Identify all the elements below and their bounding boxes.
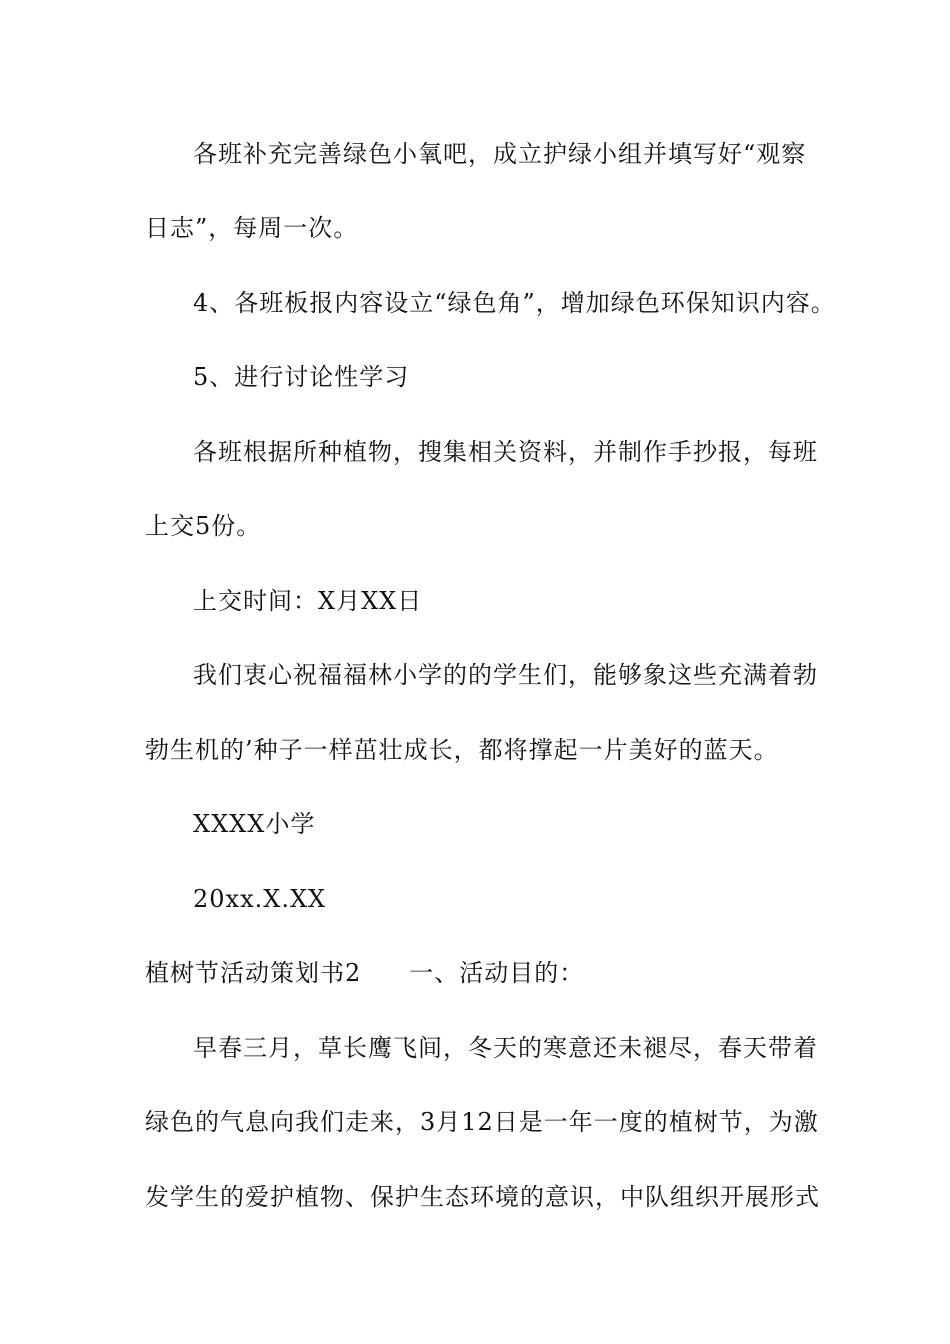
paragraph-line: 绿色的气息向我们走来，3月12日是一年一度的植树节，为激 [145, 1108, 819, 1136]
paragraph-line: 4、各班板报内容设立“绿色角”，增加绿色环保知识内容。 [193, 289, 836, 317]
paragraph-line: 5、进行讨论性学习 [193, 363, 410, 391]
paragraph-line: 上交5份。 [145, 512, 262, 540]
section-title: 植树节活动策划书2 [145, 959, 362, 987]
paragraph-line: 各班根据所种植物，搜集相关资料，并制作手抄报，每班 [193, 438, 818, 466]
paragraph-line: 勃生机的’种子一样茁壮成长，都将撑起一片美好的蓝天。 [145, 736, 779, 764]
signature-school: XXXX小学 [193, 810, 316, 838]
section-subtitle: 一、活动目的： [409, 959, 585, 987]
paragraph-line: 早春三月，草长鹰飞间，冬天的寒意还未褪尽，春天带着 [193, 1034, 818, 1062]
section-heading [145, 956, 584, 990]
paragraph-line: 各班补充完善绿色小氧吧，成立护绿小组并填写好“观察 [193, 140, 807, 168]
signature-date: 20xx.X.XX [193, 885, 327, 913]
paragraph-line: 我们衷心祝福福林小学的的学生们，能够象这些充满着勃 [193, 661, 818, 689]
paragraph-line: 日志”，每周一次。 [145, 214, 359, 242]
paragraph-line: 上交时间：X月XX日 [193, 587, 423, 615]
paragraph-line: 发学生的爱护植物、保护生态环境的意识，中队组织开展形式 [145, 1183, 820, 1211]
